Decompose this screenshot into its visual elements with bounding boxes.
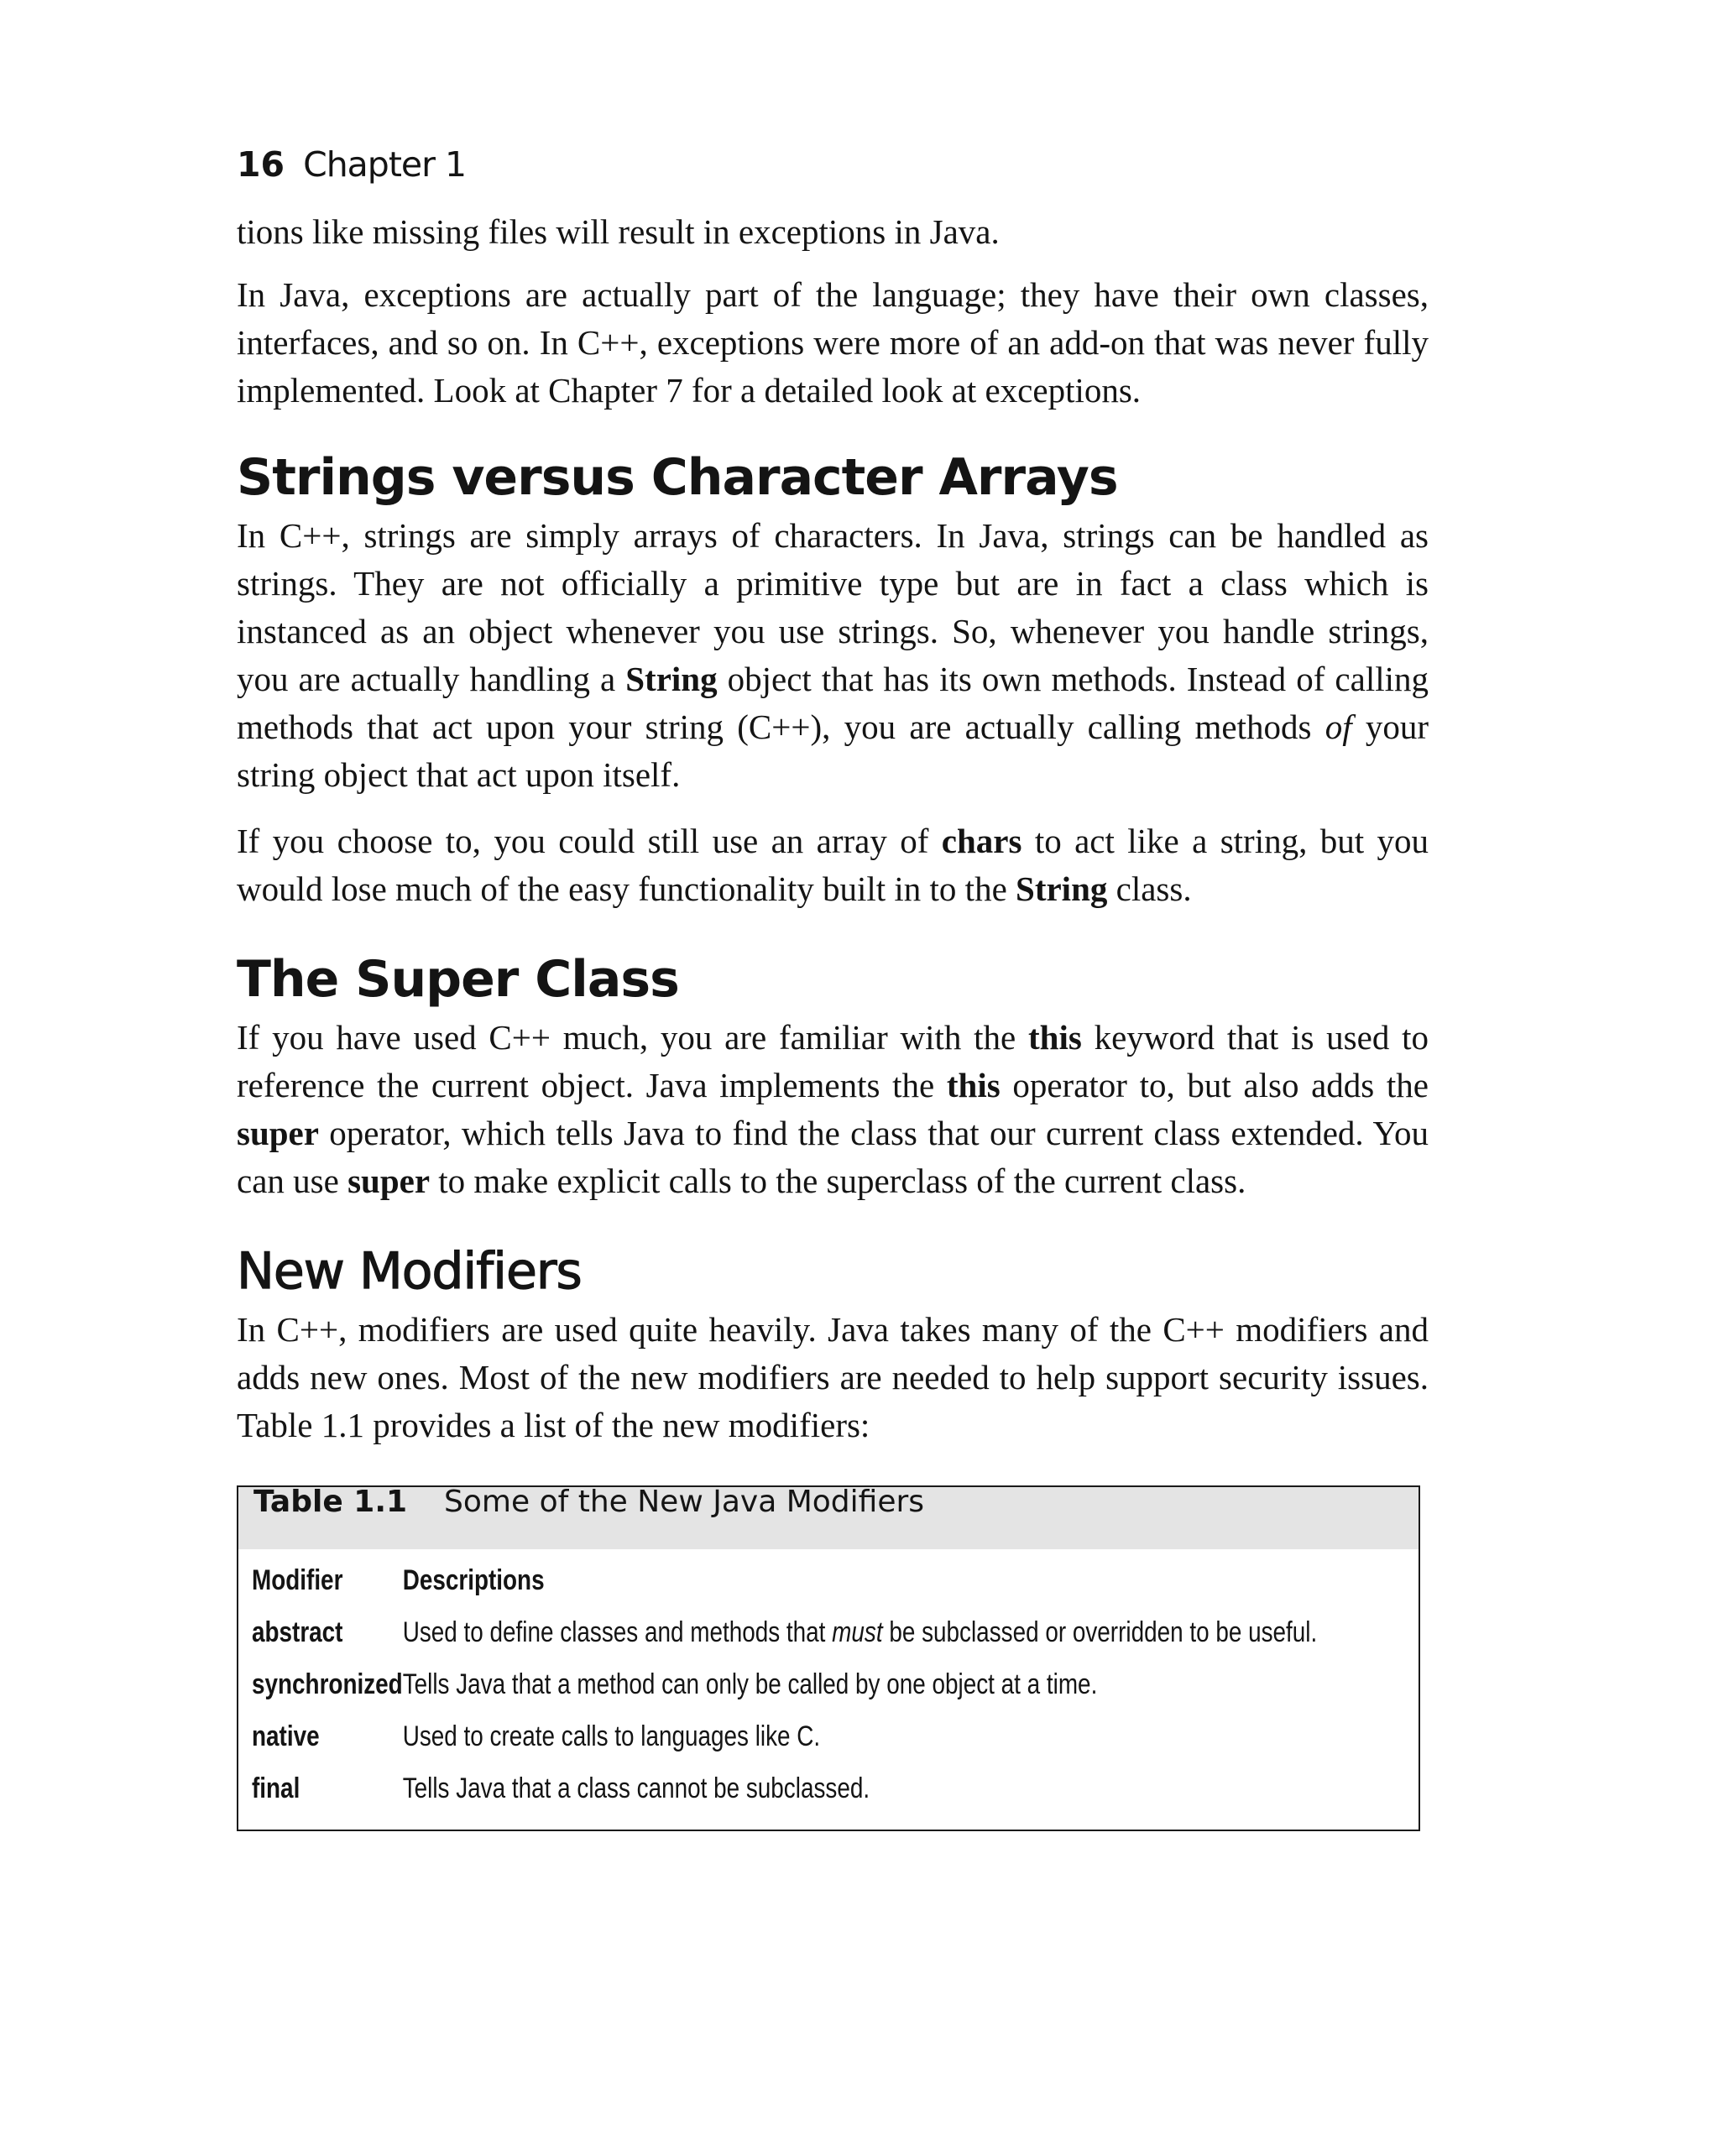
keyword-string: String [1016, 869, 1108, 908]
text-run: Used to define classes and methods that [402, 1616, 833, 1648]
table-row [252, 1658, 1317, 1710]
keyword-this: this [1028, 1018, 1082, 1057]
section-heading-super: The Super Class [237, 950, 679, 1009]
strings-paragraph-1 [237, 512, 1429, 799]
table-header-row [252, 1554, 1317, 1606]
modifier-cell: native [252, 1720, 320, 1752]
section-heading-strings: Strings versus Character Arrays [237, 448, 1118, 507]
text-run: Tells Java that a method can only be called by one object at a time. [402, 1668, 1098, 1700]
section-heading-modifiers: New Modifiers [237, 1242, 582, 1301]
text-run: object that has its own methods. Instead of calling methods that act upon your string (C++), you are actually calling methods [237, 660, 1429, 746]
text-run: If you choose to, you could still use an array of [237, 822, 942, 860]
keyword-super: super [347, 1162, 431, 1200]
text-run: In C++, strings are simply arrays of characters. In Java, strings can be handled as strings. They are not officially a primitive type but are in fact a class which is instanced as an object whenever you use strings. So, whenever you handle strings, you are actually handling a [237, 516, 1429, 698]
table-row [252, 1710, 1317, 1762]
text-run: operator to, but also adds the [1000, 1066, 1429, 1104]
description-cell [403, 1658, 1318, 1710]
keyword-super: super [237, 1114, 319, 1152]
description-cell [403, 1762, 1318, 1814]
keyword-string: String [625, 660, 718, 698]
modifiers-paragraph-1: In C++, modifiers are used quite heavily. Java takes many of the C++ modifiers and adds new ones. Most of the new modifiers are needed to help support security issues. Table 1.1 provides a list of the new modifiers: [237, 1310, 1429, 1444]
text-run: to make explicit calls to the superclass of the current class. [430, 1162, 1246, 1200]
column-header-descriptions: Descriptions [402, 1563, 545, 1596]
table-row [252, 1606, 1317, 1658]
emphasis-of: of [1325, 707, 1352, 746]
text-run: your string object that act upon itself. [237, 707, 1429, 794]
modifier-cell: final [252, 1772, 300, 1804]
page-number: 16 [237, 144, 285, 185]
text-run: to act like a string, but you would lose much of the easy functionality built in to the [237, 822, 1429, 908]
description-cell [403, 1710, 1318, 1762]
modifier-cell: synchronized [252, 1668, 403, 1700]
intro-paragraph-1: tions like missing files will result in exceptions in Java. [237, 212, 1000, 251]
super-paragraph-1 [237, 1014, 1429, 1205]
text-run: operator, which tells Java to find the class that our current class extended. You can use [237, 1114, 1429, 1200]
table-title: Some of the New Java Modifiers [444, 1485, 925, 1519]
keyword-chars: chars [941, 822, 1022, 860]
modifiers-grid [252, 1554, 1317, 1814]
table-caption [238, 1487, 1419, 1549]
column-header-modifier: Modifier [252, 1563, 343, 1596]
emphasis-must: must [832, 1616, 883, 1648]
modifier-cell: abstract [252, 1616, 343, 1648]
text-run: If you have used C++ much, you are familiar with the [237, 1018, 1029, 1057]
description-cell [403, 1606, 1318, 1658]
intro-paragraph-2: In Java, exceptions are actually part of the language; they have their own classes, interfaces, and so on. In C++, exceptions were more of an add-on that was never fully implemented. Look at Chapter 7 for a detailed look at exceptions. [237, 275, 1429, 410]
text-run: be subclassed or overridden to be useful. [882, 1616, 1318, 1648]
table-row [252, 1762, 1317, 1814]
text-run: Tells Java that a class cannot be subclassed. [402, 1772, 870, 1804]
chapter-label: Chapter 1 [303, 144, 467, 185]
running-head [237, 143, 1429, 186]
text-run: class. [1107, 869, 1192, 908]
text-run: keyword that is used to reference the current object. Java implements the [237, 1018, 1429, 1104]
modifiers-table [237, 1485, 1420, 1831]
keyword-this: this [946, 1066, 1001, 1104]
strings-paragraph-2 [237, 817, 1429, 913]
page [237, 143, 1429, 1804]
text-run: Used to create calls to languages like C. [402, 1720, 821, 1752]
table-number: Table 1.1 [253, 1485, 408, 1519]
